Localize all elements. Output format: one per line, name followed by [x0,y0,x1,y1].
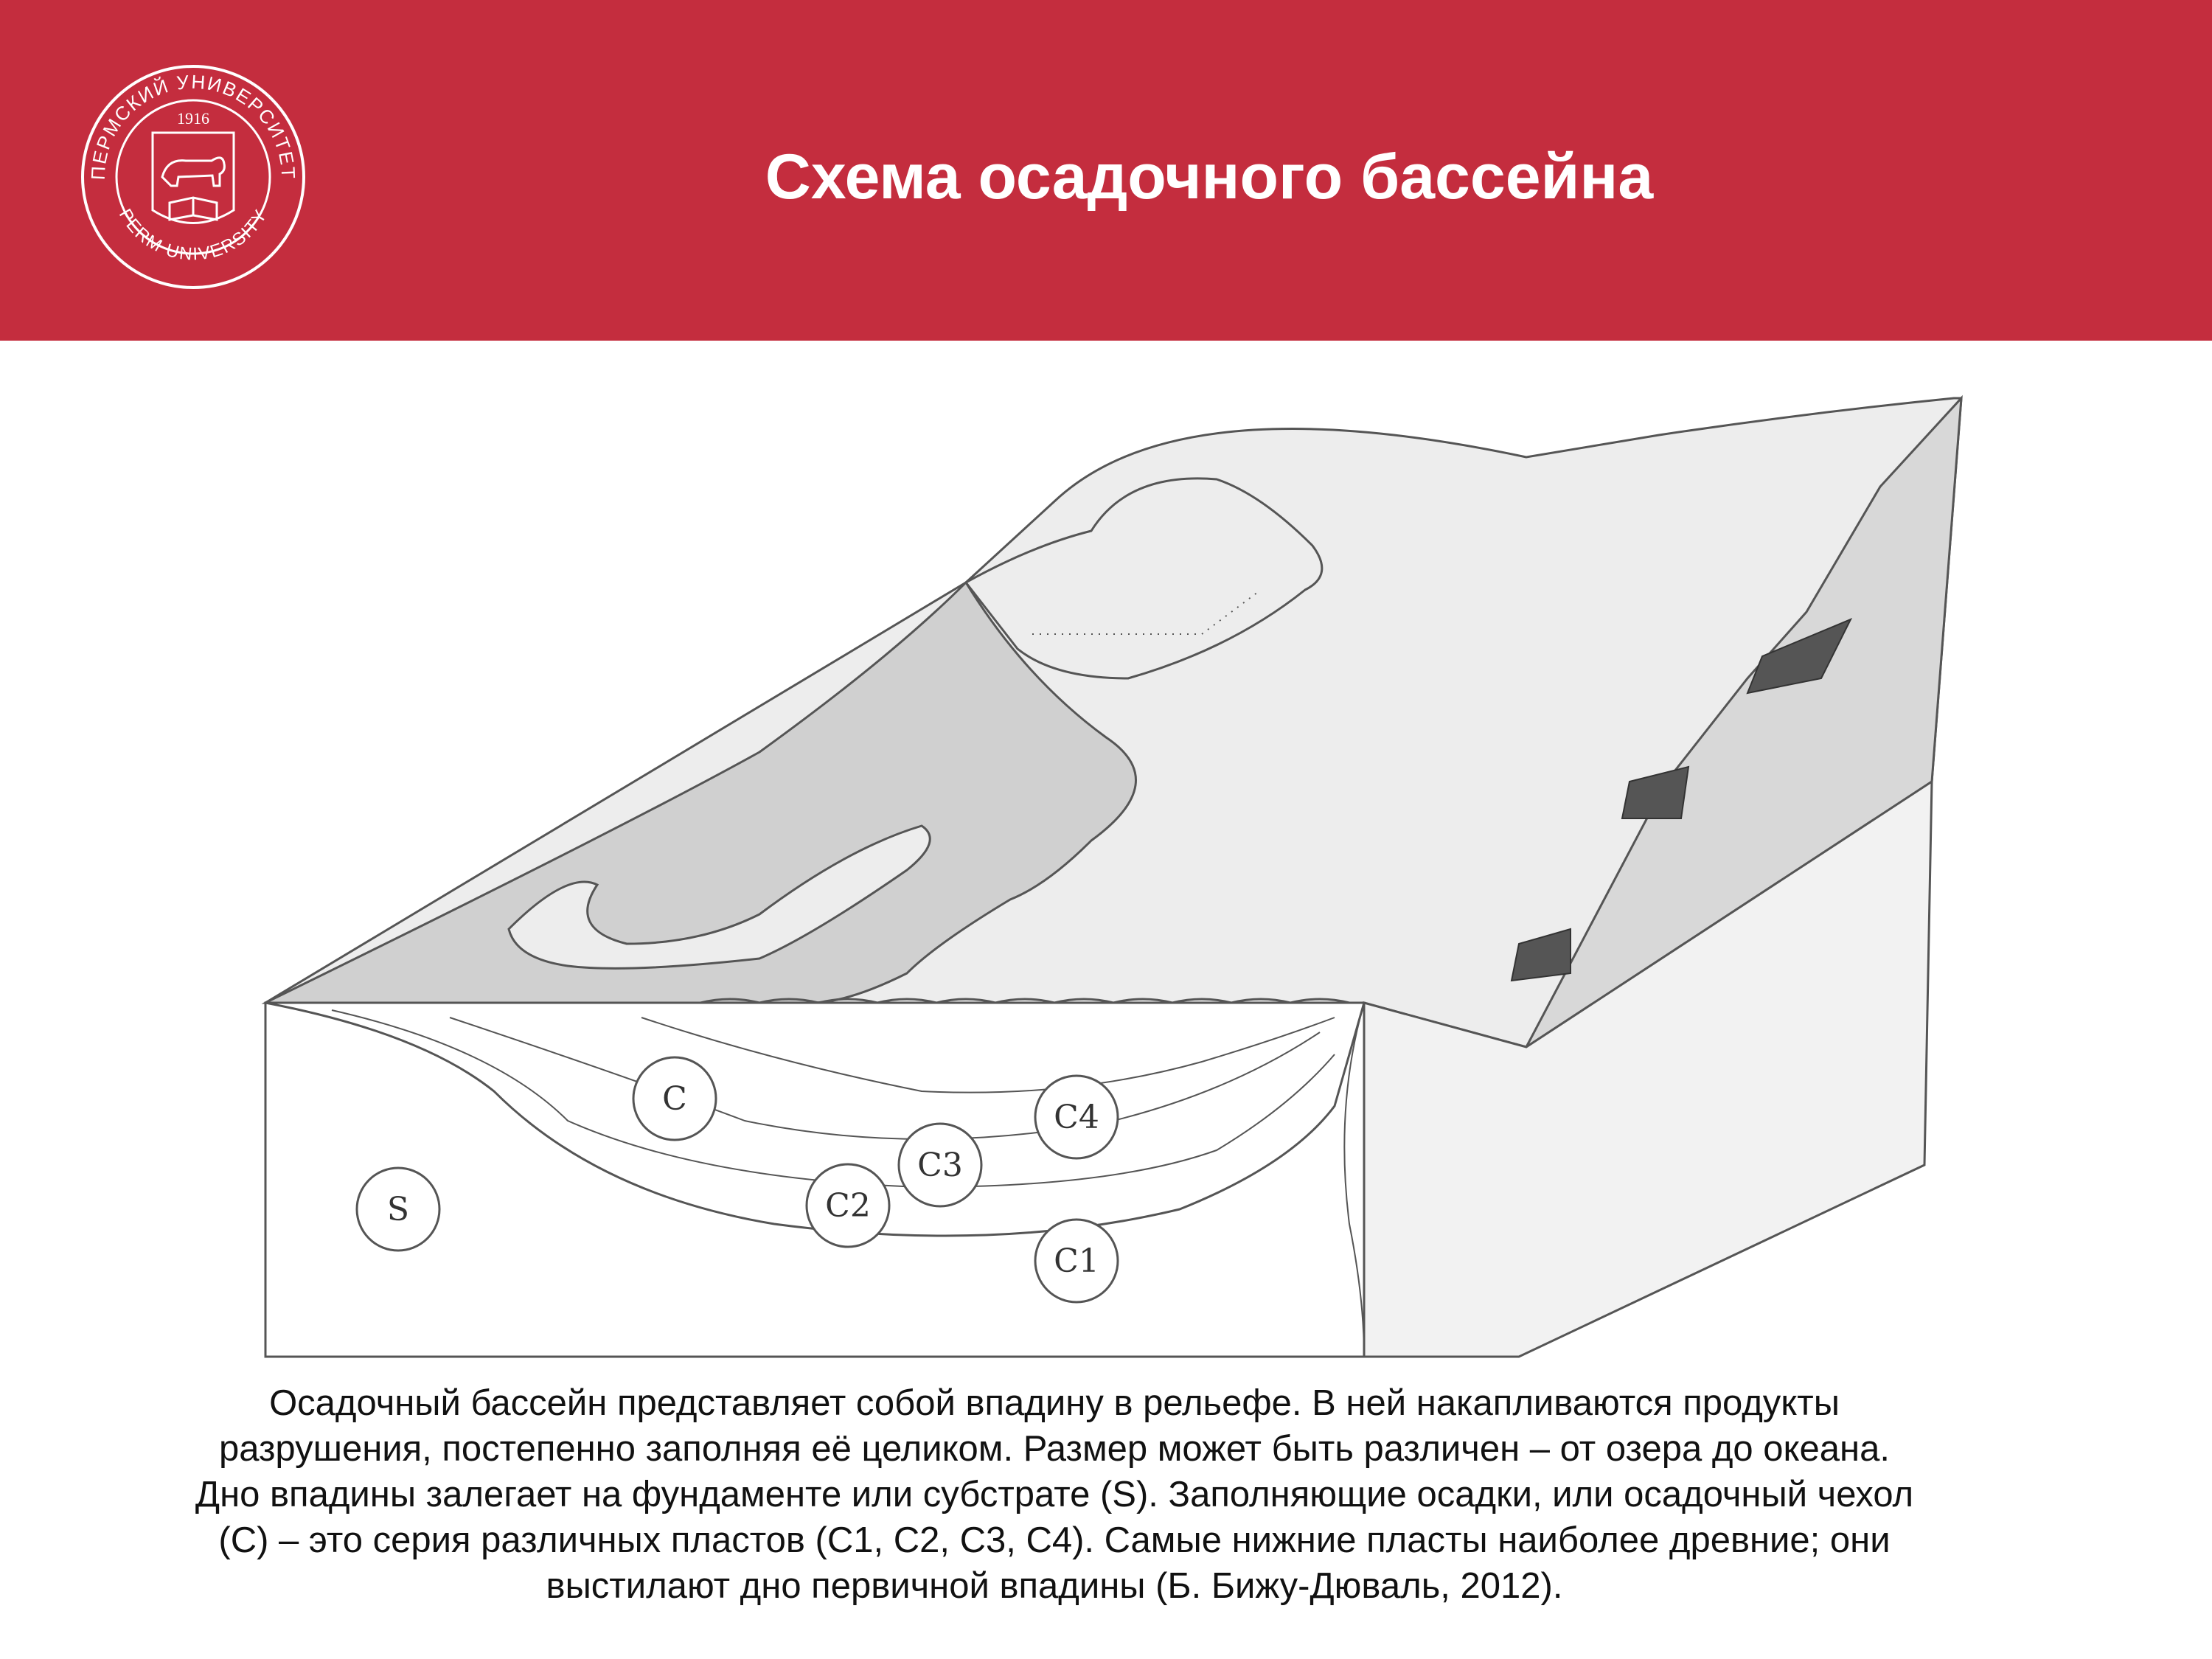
caption-line: разрушения, постепенно заполняя её целиком. Размер может быть различен – от озера до океана. [219,1429,1890,1469]
diagram-label-s [357,1168,439,1251]
bear-and-book-emblem-icon [153,133,234,223]
svg-text:C: C [662,1080,687,1118]
diagram-label-c4 [1035,1076,1118,1158]
diagram-label-c3 [899,1124,981,1206]
diagram-label-c2 [807,1164,889,1247]
logo-arc-top-text: ПЕРМСКИЙ УНИВЕРСИТЕТ [86,70,300,181]
logo-arc-bottom-text: PERM UNIVERSITY [114,205,272,265]
caption-text [22,1380,2087,1609]
svg-text:C3: C3 [917,1147,963,1184]
caption-line: Дно впадины залегает на фундаменте или субстрате (S). Заполняющие осадки, или осадочный чехол [195,1475,1914,1514]
svg-text:S: S [386,1191,410,1228]
header-banner [0,0,2212,341]
svg-text:C2: C2 [825,1187,871,1225]
svg-text:C1: C1 [1054,1242,1099,1280]
logo-year: 1916 [177,109,209,128]
caption-line: выстилают дно первичной впадины (Б. Бижу-Дюваль, 2012). [546,1566,1563,1606]
diagram-label-c1 [1035,1220,1118,1302]
diagram-label-c [633,1057,716,1140]
caption-line: Осадочный бассейн представляет собой впадину в рельефе. В ней накапливаются продукты [269,1383,1840,1423]
svg-text:C4: C4 [1054,1099,1099,1136]
university-logo [75,59,311,295]
caption-line: (С) – это серия различных пластов (С1, С2, С3, С4). Самые нижние пласты наиболее древние; они [218,1520,1891,1560]
page-title: Схема осадочного бассейна [765,142,1654,212]
sedimentary-basin-diagram [184,369,2028,1371]
